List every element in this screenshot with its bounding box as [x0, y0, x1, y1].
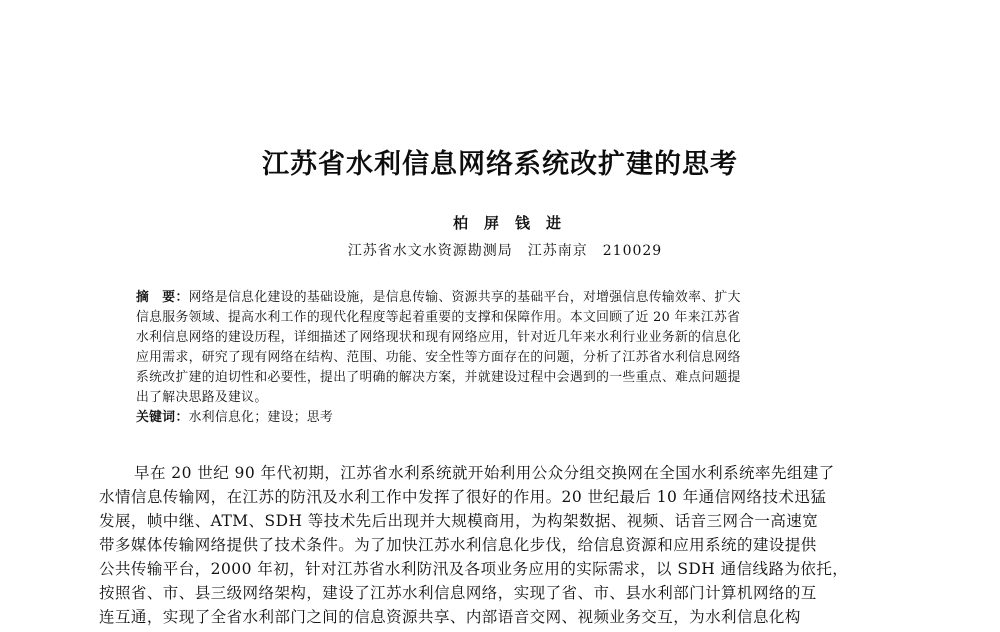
keywords-line: [136, 409, 333, 426]
body-line-2: 水情信息传输网，在江苏的防汛及水利工作中发挥了很好的作用。20 世纪最后 10 年通信网络技术迅猛: [99, 488, 827, 506]
abstract-line-3: 水利信息网络的建设历程，详细描述了网络现状和现有网络应用，针对近几年来水利行业业务新的信息化: [136, 330, 741, 345]
paper-title: 江苏省水利信息网络系统改扩建的思考: [262, 149, 738, 180]
body-line-6: 按照省、市、县三级网络架构，建设了江苏水利信息网络，实现了省、市、县水利部门计算机网络的互: [99, 584, 817, 602]
body-line-4: 带多媒体传输网络提供了技术条件。为了加快江苏水利信息化步伐，给信息资源和应用系统的建设提供: [99, 536, 817, 554]
keywords-text: 水利信息化；建设；思考: [188, 410, 334, 425]
body-line-5: 公共传输平台，2000 年初，针对江苏省水利防汛及各项业务应用的实际需求，以 SDH 通信线路为依托，: [99, 560, 849, 578]
abstract-line-2: 信息服务领域、提高水利工作的现代化程度等起着重要的支撑和保障作用。本文回顾了近 20 年来江苏省: [136, 310, 741, 325]
body-line-7: 连互通，实现了全省水利部门之间的信息资源共享、内部语音交网、视频业务交互，为水利信息化构: [99, 608, 801, 626]
paper-affiliation: 江苏省水文水资源勘测局 江苏南京 210029: [347, 243, 663, 259]
abstract-line-5: 系统改扩建的迫切性和必要性，提出了明确的解决方案，并就建设过程中会遇到的一些重点、难点问题提: [136, 370, 741, 385]
abstract-line-6: 出了解决思路及建议。: [136, 390, 268, 405]
paper-authors: 柏屏钱进: [452, 214, 577, 232]
abstract-line-4: 应用需求，研究了现有网络在结构、范围、功能、安全性等方面存在的问题，分析了江苏省水利信息网络: [136, 350, 741, 365]
body-line-3: 发展，帧中继、ATM、SDH 等技术先后出现并大规模商用，为构架数据、视频、话音三网合一高速宽: [99, 512, 819, 530]
abstract-line-1: 摘 要：网络是信息化建设的基础设施，是信息传输、资源共享的基础平台，对增强信息传输效率、扩大: [136, 290, 741, 305]
body-line-1: 早在 20 世纪 90 年代初期，江苏省水利系统就开始利用公众分组交换网在全国水利系统率先组建了: [134, 464, 835, 482]
keywords-label: 关键词：: [136, 410, 189, 425]
abstract-label: 摘 要：: [136, 290, 189, 305]
